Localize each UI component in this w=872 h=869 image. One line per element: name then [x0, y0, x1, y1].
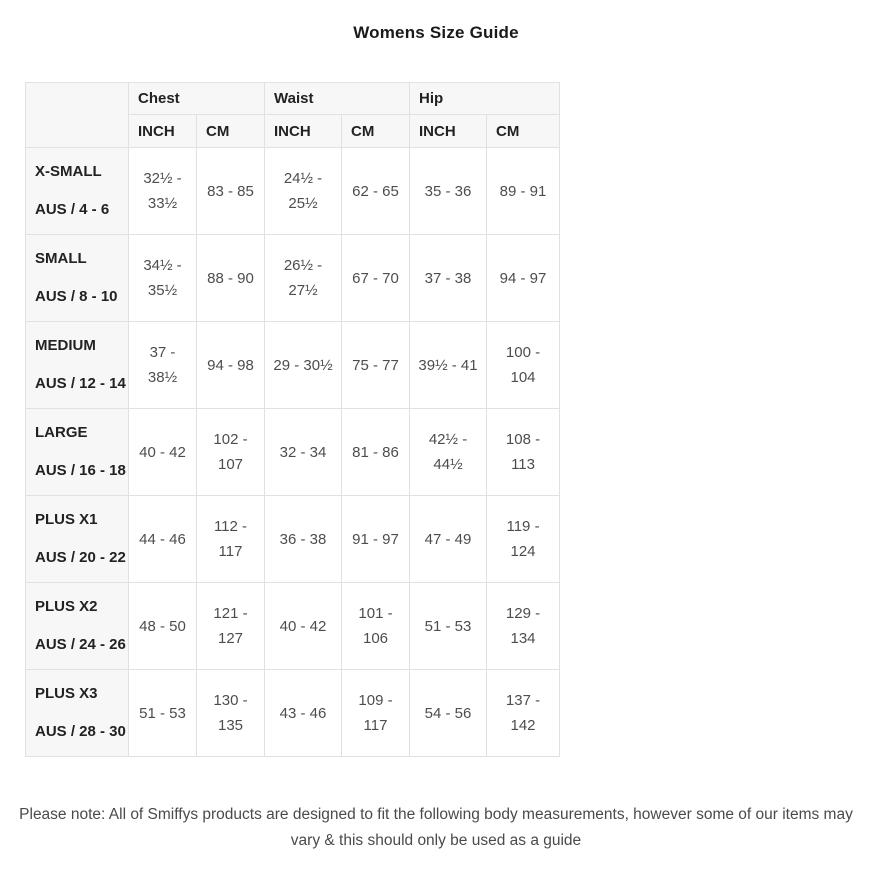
- page-title: Womens Size Guide: [353, 23, 519, 42]
- table-row: [26, 496, 560, 583]
- hip-inch-cell: 51 - 53: [410, 583, 487, 670]
- table-row: [26, 670, 560, 757]
- table-row: [26, 235, 560, 322]
- chest-cm-cell: 112 - 117: [197, 496, 265, 583]
- hip-cm-cell: 119 - 124: [487, 496, 560, 583]
- size-label-cell: [26, 670, 129, 757]
- waist-inch-cell: 24½ - 25½: [265, 148, 342, 235]
- hip-cm-cell: 89 - 91: [487, 148, 560, 235]
- hip-cm-cell: 100 - 104: [487, 322, 560, 409]
- size-name: SMALL: [35, 250, 87, 267]
- size-aus-label: AUS / 8 - 10: [35, 288, 118, 305]
- table-row: [26, 583, 560, 670]
- table-row: [26, 322, 560, 409]
- chest-cm-cell: 121 - 127: [197, 583, 265, 670]
- size-name: X-SMALL: [35, 163, 102, 180]
- chest-cm-cell: 94 - 98: [197, 322, 265, 409]
- hip-cm-cell: 108 - 113: [487, 409, 560, 496]
- size-label-cell: [26, 583, 129, 670]
- hip-inch-cell: 37 - 38: [410, 235, 487, 322]
- size-name: PLUS X3: [35, 685, 98, 702]
- size-aus-label: AUS / 28 - 30: [35, 723, 126, 740]
- chest-cm-cell: 83 - 85: [197, 148, 265, 235]
- waist-inch-cell: 29 - 30½: [265, 322, 342, 409]
- size-name: MEDIUM: [35, 337, 96, 354]
- chest-inch-cell: 40 - 42: [129, 409, 197, 496]
- size-name: PLUS X2: [35, 598, 98, 615]
- hip-inch-cell: 39½ - 41: [410, 322, 487, 409]
- waist-inch-cell: 40 - 42: [265, 583, 342, 670]
- unit-header-chest-inch: INCH: [129, 115, 197, 148]
- table-row: [26, 148, 560, 235]
- waist-inch-cell: 32 - 34: [265, 409, 342, 496]
- chest-cm-cell: 88 - 90: [197, 235, 265, 322]
- size-label-cell: [26, 496, 129, 583]
- size-name: LARGE: [35, 424, 88, 441]
- group-header-row: [26, 83, 560, 115]
- hip-cm-cell: 137 - 142: [487, 670, 560, 757]
- hip-inch-cell: 54 - 56: [410, 670, 487, 757]
- unit-header-chest-cm: CM: [197, 115, 265, 148]
- waist-inch-cell: 26½ - 27½: [265, 235, 342, 322]
- size-name: PLUS X1: [35, 511, 98, 528]
- size-label-cell: [26, 235, 129, 322]
- size-aus-label: AUS / 12 - 14: [35, 375, 126, 392]
- unit-header-hip-cm: CM: [487, 115, 560, 148]
- chest-inch-cell: 44 - 46: [129, 496, 197, 583]
- chest-inch-cell: 51 - 53: [129, 670, 197, 757]
- unit-header-waist-inch: INCH: [265, 115, 342, 148]
- hip-cm-cell: 129 - 134: [487, 583, 560, 670]
- chest-inch-cell: 37 - 38½: [129, 322, 197, 409]
- size-label-cell: [26, 322, 129, 409]
- size-label-cell: [26, 409, 129, 496]
- waist-cm-cell: 91 - 97: [342, 496, 410, 583]
- chest-inch-cell: 48 - 50: [129, 583, 197, 670]
- chest-cm-cell: 130 - 135: [197, 670, 265, 757]
- waist-cm-cell: 75 - 77: [342, 322, 410, 409]
- waist-cm-cell: 67 - 70: [342, 235, 410, 322]
- hip-inch-cell: 47 - 49: [410, 496, 487, 583]
- size-aus-label: AUS / 16 - 18: [35, 462, 126, 479]
- chest-cm-cell: 102 - 107: [197, 409, 265, 496]
- hip-cm-cell: 94 - 97: [487, 235, 560, 322]
- column-group-chest: Chest: [129, 83, 265, 115]
- unit-header-hip-inch: INCH: [410, 115, 487, 148]
- table-row: [26, 409, 560, 496]
- waist-cm-cell: 81 - 86: [342, 409, 410, 496]
- hip-inch-cell: 35 - 36: [410, 148, 487, 235]
- chest-inch-cell: 34½ - 35½: [129, 235, 197, 322]
- waist-cm-cell: 109 - 117: [342, 670, 410, 757]
- column-group-waist: Waist: [265, 83, 410, 115]
- size-label-cell: [26, 148, 129, 235]
- column-group-hip: Hip: [410, 83, 560, 115]
- waist-inch-cell: 36 - 38: [265, 496, 342, 583]
- size-guide-table: [25, 82, 560, 757]
- waist-cm-cell: 62 - 65: [342, 148, 410, 235]
- chest-inch-cell: 32½ - 33½: [129, 148, 197, 235]
- size-aus-label: AUS / 4 - 6: [35, 201, 110, 218]
- waist-inch-cell: 43 - 46: [265, 670, 342, 757]
- unit-header-waist-cm: CM: [342, 115, 410, 148]
- corner-cell: [26, 83, 129, 148]
- hip-inch-cell: 42½ - 44½: [410, 409, 487, 496]
- size-aus-label: AUS / 20 - 22: [35, 549, 126, 566]
- footer-note: Please note: All of Smiffys products are designed to fit the following body measurements, however some of our items may vary & this should only be used as a guide: [19, 806, 853, 849]
- size-aus-label: AUS / 24 - 26: [35, 636, 126, 653]
- waist-cm-cell: 101 - 106: [342, 583, 410, 670]
